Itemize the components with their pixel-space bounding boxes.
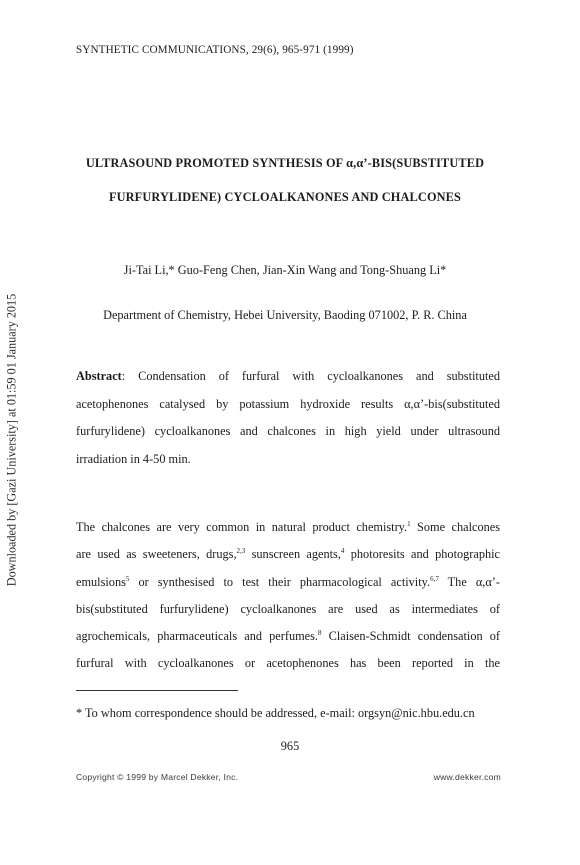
citation-ref: 6,7 [430,574,439,583]
body-line-5: agrochemicals, pharmaceuticals and perfumes.$^8$ Claisen-Schmidt condensation of [76,629,500,644]
correspondence-footnote: * To whom correspondence should be addressed, e-mail: orgsyn@nic.hbu.edu.cn [76,706,475,720]
affiliation: Department of Chemistry, Hebei University, Baoding 071002, P. R. China [103,308,467,322]
download-watermark-text: Downloaded by [Gazi University] at 01:59 01 January 2015 [4,293,19,587]
body-line-1: The chalcones are very common in natural product chemistry.$^1$ Some chalcones [76,520,500,534]
paper-title-line-1: ULTRASOUND PROMOTED SYNTHESIS OF α,α’-BIS(SUBSTITUTED [85,156,485,170]
abstract-line-2: acetophenones catalysed by potassium hydroxide results α,α’-bis(substituted [76,396,500,411]
body-line-3: emulsions$^5$ or synthesised to test their pharmacological activity.$^{6,7}$ The α,α’- [76,574,500,589]
citation-ref: 8 [317,629,322,638]
publisher-website: www.dekker.com [433,772,501,782]
download-watermark [1,270,23,610]
citation-ref: 5 [125,574,130,583]
body-line-4: bis(substituted furfurylidene) cycloalkanones are used as intermediates of [76,601,500,616]
abstract [76,363,500,473]
citation-ref: 2,3 [236,547,246,556]
abstract-line-3: furfurylidene) cycloalkanones and chalcones in high yield under ultrasound [76,424,500,438]
introduction-paragraph [76,514,500,678]
body-line-2: are used as sweeteners, drugs,$^{2,3}$ sunscreen agents,$^4$ photoresits and photographic [76,547,501,562]
citation-ref: 4 [340,547,345,556]
abstract-line-1: Abstract: Condensation of furfural with cycloalkanones and substituted [76,369,500,383]
journal-header: SYNTHETIC COMMUNICATIONS, 29(6), 965-971 (1999) [76,44,354,56]
abstract-line-4: irradiation in 4-50 min. [76,451,191,466]
paper-title-line-2: FURFURYLIDENE) CYCLOALKANONES AND CHALCONES [108,190,462,204]
abstract-label: Abstract [76,369,122,383]
body-line-6: furfural with cycloalkanones or acetophenones has been reported in the [76,656,500,671]
citation-ref: 1 [407,520,411,528]
page-number: 965 [280,739,300,753]
author-list: Ji-Tai Li,* Guo-Feng Chen, Jian-Xin Wang and Tong-Shuang Li* [123,263,447,277]
copyright-notice: Copyright © 1999 by Marcel Dekker, Inc. [76,772,239,782]
footnote-divider [76,690,238,691]
